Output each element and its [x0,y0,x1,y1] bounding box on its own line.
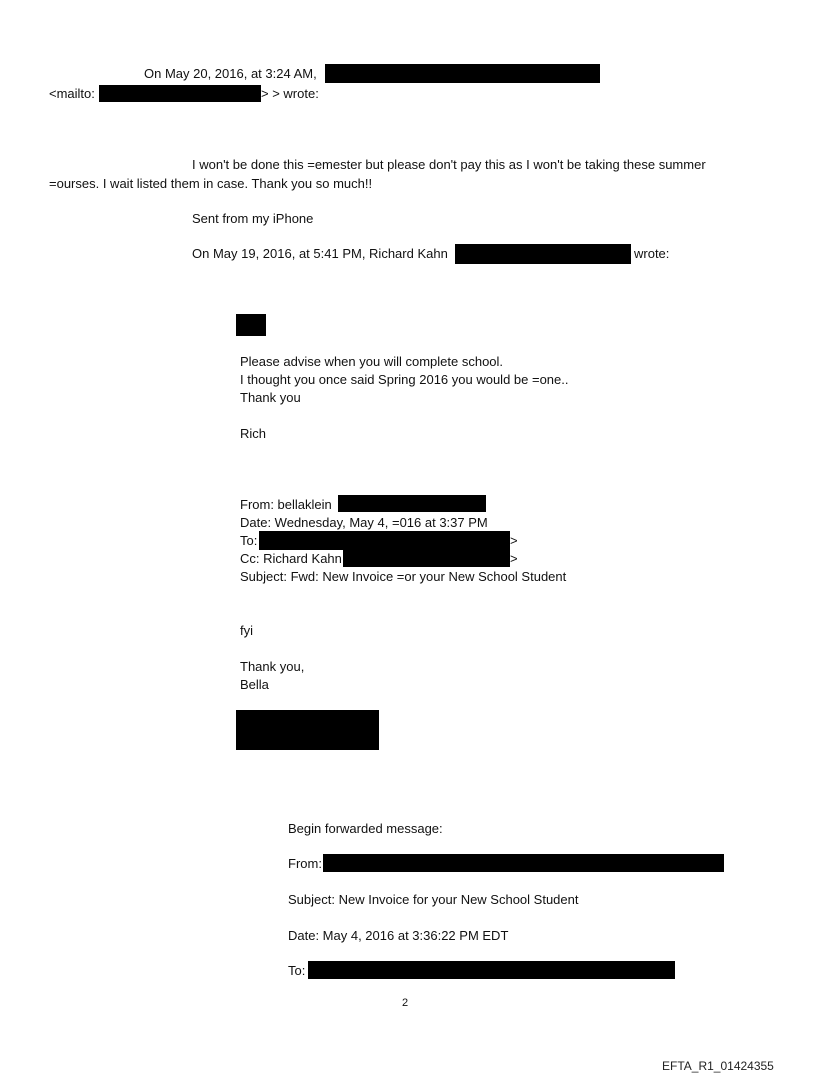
header-cc-suffix: > [510,551,518,566]
forwarded-begin: Begin forwarded message: [288,821,443,836]
redaction-box [325,64,600,83]
header-from: From: bellaklein [240,497,332,512]
header-to-suffix: > [510,533,518,548]
sent-from-signature: Sent from my iPhone [192,211,314,226]
mailto-prefix: <mailto: [49,86,95,101]
mailto-suffix: > > wrote: [261,86,319,101]
header-date: Date: Wednesday, May 4, =016 at 3:37 PM [240,515,488,530]
forwarded-to: To: [288,963,306,978]
redaction-box [308,961,675,979]
message-line: fyi [240,623,253,638]
header-cc: Cc: Richard Kahn [240,551,342,566]
forwarded-from: From: [288,856,322,871]
redaction-box [259,531,510,550]
message-line: I thought you once said Spring 2016 you would be =one.. [240,372,569,387]
quote-header: On May 19, 2016, at 5:41 PM, Richard Kahn [192,246,448,261]
redaction-box [338,495,486,512]
quote-header-suffix: wrote: [634,246,670,261]
redaction-box [455,244,631,264]
forwarded-date: Date: May 4, 2016 at 3:36:22 PM EDT [288,928,509,943]
email-header-line: On May 20, 2016, at 3:24 AM, [144,66,317,81]
redaction-box [236,314,266,336]
message-line: Thank you [240,390,301,405]
document-id: EFTA_R1_01424355 [662,1059,774,1073]
message-signature: Bella [240,677,269,692]
message-line: Thank you, [240,659,305,674]
header-subject: Subject: Fwd: New Invoice =or your New School Student [240,569,567,584]
message-line: Please advise when you will complete school. [240,354,504,369]
redaction-box [99,85,261,102]
reply-body-line: I won't be done this =emester but please don't pay this as I won't be taking these summer [192,157,706,172]
header-to: To: [240,533,258,548]
forwarded-subject: Subject: New Invoice for your New School Student [288,892,579,907]
redaction-box [323,854,724,872]
redaction-box [343,550,510,567]
redaction-box [236,710,379,750]
page-number: 2 [402,997,409,1009]
message-signature: Rich [240,426,267,441]
reply-body-line: =ourses. I wait listed them in case. Thank you so much!! [49,176,373,191]
